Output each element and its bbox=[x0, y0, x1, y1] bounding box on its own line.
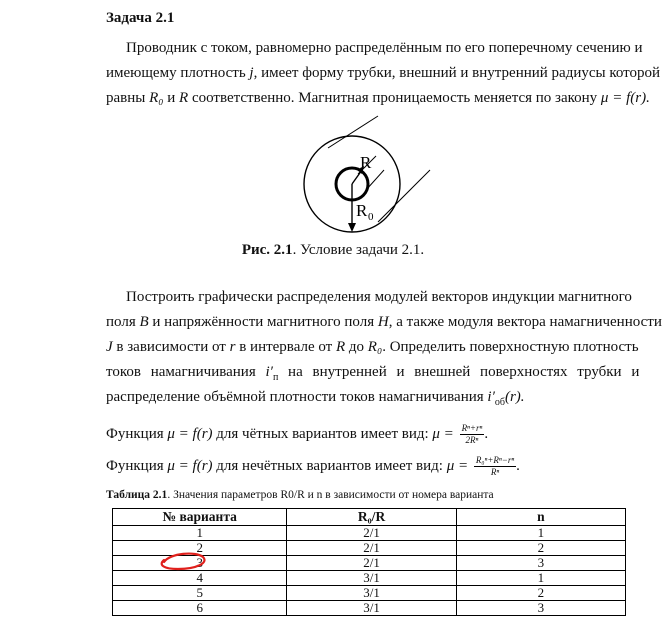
body-line-1: Построить графически распределения модулей векторов индукции магнитного bbox=[126, 289, 632, 305]
hatch-line-4 bbox=[378, 170, 430, 222]
body-line-5: распределение объёмной плотности токов намагничивания $i'_{об}(r)$. bbox=[106, 389, 525, 408]
label-R: R bbox=[360, 153, 372, 172]
task-title: Задача 2.1 bbox=[106, 10, 175, 26]
table-header-row bbox=[113, 509, 626, 526]
table-row: 5 3/1 2 bbox=[113, 586, 626, 601]
hatch-line-1 bbox=[328, 116, 378, 148]
table-row: 2 2/1 2 bbox=[113, 541, 626, 556]
body-line-4: токов намагничивания $i'_п$ на внутренней и внешней поверхностях трубки и bbox=[106, 364, 640, 383]
header-ratio: R₀/R bbox=[287, 509, 456, 526]
formula-odd: Функция μ = f(r) для нечётных вариантов имеет вид: μ = $\frac{\text{R₀ⁿ+Rⁿ−rⁿ}}{\text{Rⁿ}}$ . bbox=[106, 455, 520, 477]
label-R0-sub: 0 bbox=[368, 211, 374, 223]
body-line-2: поля B и напряжённости магнитного поля H, а также модуля вектора намагниченности bbox=[106, 314, 662, 330]
intro-line-3: равны R₀ и R соответственно. Магнитная проницаемость меняется по закону μ = f(r). bbox=[106, 90, 650, 106]
tube-cross-section-figure bbox=[290, 110, 450, 240]
intro-line-2: имеющему плотность j, имеет форму трубки, внешний и внутренний радиусы которой bbox=[106, 65, 661, 81]
header-variant: № варианта bbox=[113, 509, 287, 526]
body-line-3: J в зависимости от r в интервале от R до R₀. Определить поверхностную плотность bbox=[106, 339, 639, 355]
table-caption: Таблица 2.1. Значения параметров R0/R и n в зависимости от номера варианта bbox=[106, 489, 494, 501]
even-fraction: $\frac{\text{Rⁿ+rⁿ}}{\text{2Rⁿ}}$ bbox=[461, 423, 483, 445]
figure-caption: Рис. 2.1. Условие задачи 2.1. bbox=[241, 242, 425, 258]
variants-table bbox=[112, 508, 626, 616]
intro-line-1: Проводник с током, равномерно распределённым по его поперечному сечению и bbox=[126, 40, 643, 56]
table-row: 6 3/1 3 bbox=[113, 601, 626, 616]
label-R0: R bbox=[356, 201, 368, 220]
table-row: 3 2/1 3 bbox=[113, 556, 626, 571]
header-n: n bbox=[456, 509, 625, 526]
table-row: 1 2/1 1 bbox=[113, 526, 626, 541]
table-row: 4 3/1 1 bbox=[113, 571, 626, 586]
odd-fraction: $\frac{\text{R₀ⁿ+Rⁿ−rⁿ}}{\text{Rⁿ}}$ bbox=[475, 455, 515, 477]
formula-even: Функция μ = f(r) для чётных вариантов имеет вид: μ = $\frac{\text{Rⁿ+rⁿ}}{\text{2Rⁿ}}$ . bbox=[106, 423, 489, 445]
radius-R0-arrowhead bbox=[348, 223, 356, 232]
